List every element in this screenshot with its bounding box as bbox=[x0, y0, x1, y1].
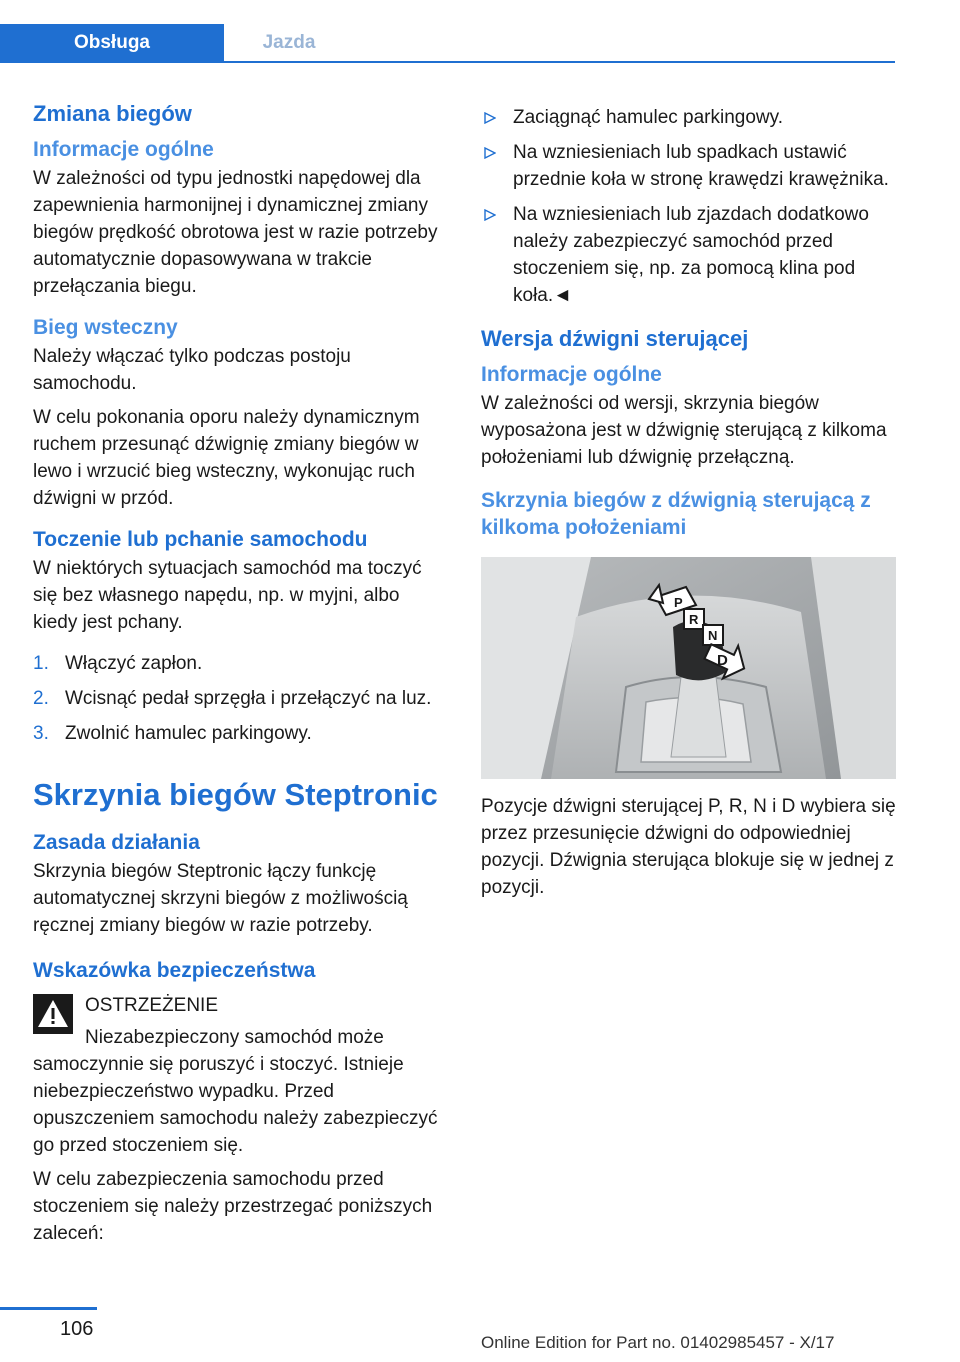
triangle-bullet-icon bbox=[484, 147, 496, 159]
heading-skrzynia-dzwignia: Skrzynia biegów z dźwignią sterującą z kilkoma położeniami bbox=[481, 489, 871, 539]
heading-zasada-dzialania: Zasada działania bbox=[33, 831, 200, 854]
triangle-bullet-icon bbox=[484, 112, 496, 124]
heading-toczenie: Toczenie lub pchanie samochodu bbox=[33, 528, 368, 551]
list-item bbox=[33, 720, 448, 747]
bullet-list bbox=[481, 104, 896, 309]
gear-label-p: P bbox=[674, 595, 683, 610]
step-text: Wcisnąć pedał sprzęgła i przełączyć na luz. bbox=[65, 688, 432, 709]
list-item bbox=[33, 685, 448, 712]
chapter-tabs bbox=[0, 24, 895, 62]
step-text: Zwolnić hamulec parkingowy. bbox=[65, 723, 312, 744]
paragraph-informacje: W zależności od typu jednostki napędowej dla zapewnienia harmonijnej i dynamicznej zmiany biegów prędkość obrotowa jest w razie potrzeby automatycznie dopasowywana w trakcie przełączania biegu. bbox=[33, 168, 438, 297]
list-item bbox=[33, 650, 448, 677]
heading-wersja-dzwigni: Wersja dźwigni sterującej bbox=[481, 326, 749, 351]
heading-steptronic: Skrzynia biegów Steptronic bbox=[33, 777, 438, 812]
triangle-bullet-icon bbox=[484, 209, 496, 221]
warning-text: Niezabezpieczony samochód może samoczynnie się poruszyć i stoczyć. Istnieje niebezpieczeństwo wypadku. Przed opuszczeniem samochodu należy zabezpieczyć go przed stoczeniem się. bbox=[33, 1027, 438, 1156]
paragraph-informacje-2: W zależności od wersji, skrzynia biegów wyposażona jest w dźwignię sterującą z kilkoma położeniami lub dźwignię przełączną. bbox=[481, 393, 887, 468]
tab-obsluga[interactable]: Obsługa bbox=[0, 24, 224, 62]
paragraph-wsteczny-2: W celu pokonania oporu należy dynamicznym ruchem przesunąć dźwignię zmiany biegów w lewo i wrzucić bieg wsteczny, wykonując ruch dźwigni w przód. bbox=[33, 407, 420, 509]
step-number: 2. bbox=[33, 688, 49, 709]
heading-wskazowka: Wskazówka bezpieczeństwa bbox=[33, 959, 316, 982]
heading-informacje-ogolne: Informacje ogólne bbox=[33, 138, 214, 161]
gear-label-r: R bbox=[689, 612, 699, 627]
footer-line bbox=[0, 1307, 97, 1310]
tab-underline bbox=[0, 61, 895, 63]
step-number: 3. bbox=[33, 723, 49, 744]
list-item bbox=[481, 139, 896, 193]
steps-list bbox=[33, 650, 448, 747]
bullet-text: Na wzniesieniach lub spadkach ustawić przednie koła w stronę krawędzi krawężnika. bbox=[513, 142, 889, 190]
bullet-text: Na wzniesieniach lub zjazdach dodatkowo należy zabezpieczyć samochód przed stoczeniem się, np. za pomocą klina pod koła.◄ bbox=[513, 204, 869, 306]
paragraph-wsteczny-1: Należy włączać tylko podczas postoju samochodu. bbox=[33, 346, 351, 394]
paragraph-toczenie: W niektórych sytuacjach samochód ma toczyć się bez własnego napędu, np. w myjni, albo kiedy jest pchany. bbox=[33, 558, 422, 633]
heading-zmiana-biegow: Zmiana biegów bbox=[33, 101, 192, 126]
gear-label-d: D bbox=[717, 652, 728, 669]
right-column bbox=[481, 100, 896, 908]
page-number: 106 bbox=[60, 1318, 94, 1340]
edition-note: Online Edition for Part no. 01402985457 - X/17 bbox=[481, 1333, 835, 1352]
paragraph-pozycje: Pozycje dźwigni sterującej P, R, N i D wybiera się przez przesunięcie dźwigni do odpowiedniej pozycji. Dźwignia sterująca blokuje się w jednej z pozycji. bbox=[481, 796, 896, 898]
step-number: 1. bbox=[33, 653, 49, 674]
list-item bbox=[481, 104, 896, 131]
left-column bbox=[33, 100, 448, 1254]
list-item bbox=[481, 201, 896, 309]
tab-jazda[interactable]: Jazda bbox=[262, 32, 316, 53]
step-text: Włączyć zapłon. bbox=[65, 653, 203, 674]
heading-bieg-wsteczny: Bieg wsteczny bbox=[33, 316, 178, 339]
warning-triangle-icon bbox=[33, 994, 73, 1034]
paragraph-zasada: Skrzynia biegów Steptronic łączy funkcję automatycznej skrzyni biegów z możliwością ręcznej zmiany biegów w razie potrzeby. bbox=[33, 861, 408, 936]
heading-informacje-ogolne-2: Informacje ogólne bbox=[481, 363, 662, 386]
paragraph-zabezpieczenie: W celu zabezpieczenia samochodu przed stoczeniem się należy przestrzegać poniższych zaleceń: bbox=[33, 1169, 433, 1244]
warning-title: OSTRZEŻENIE bbox=[85, 995, 219, 1016]
gear-selector-illustration bbox=[481, 557, 896, 779]
gear-label-n: N bbox=[708, 628, 718, 643]
warning-block bbox=[33, 992, 448, 1019]
bullet-text: Zaciągnąć hamulec parkingowy. bbox=[513, 107, 784, 128]
